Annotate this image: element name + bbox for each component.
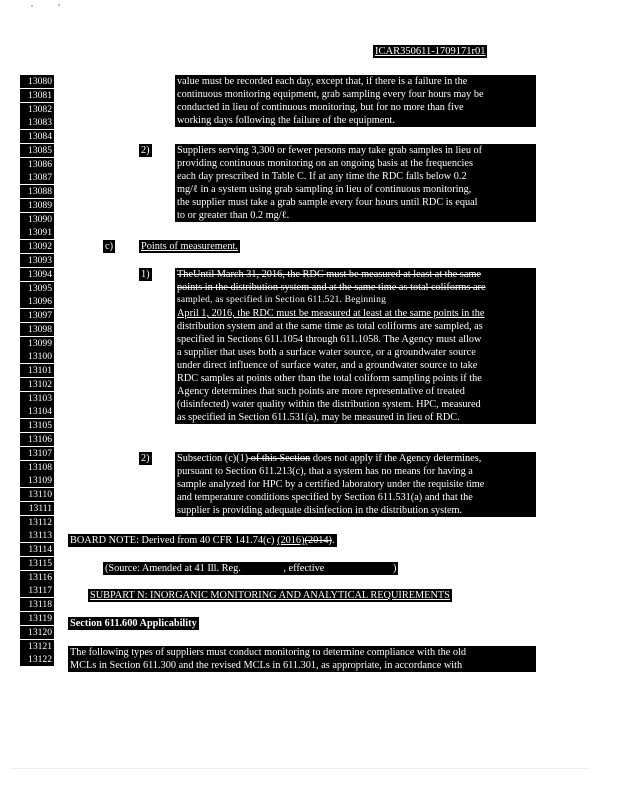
line-number: 13116 [20, 571, 54, 584]
text-line: specified in Sections 611.1054 through 611.1058. The Agency must allow [177, 334, 482, 345]
subpart-title: SUBPART N: INORGANIC MONITORING AND ANALYTICAL REQUIREMENTS [90, 590, 450, 601]
line-number: 13114 [20, 543, 54, 556]
line-number: 13099 [20, 337, 54, 350]
section-c-title: Points of measurement. [141, 241, 238, 252]
line-number: 13115 [20, 557, 54, 570]
text-line: pursuant to Section 611.213(c), that a system has no means for having a [177, 466, 473, 477]
line-number: 13122 [20, 653, 54, 666]
item-c2-paragraph [175, 452, 536, 517]
text-line: The following types of suppliers must conduct monitoring to determine compliance with the old [70, 647, 467, 658]
board-note [68, 534, 337, 547]
struck-text: of this Section [248, 453, 311, 464]
line-number: 13085 [20, 144, 54, 157]
line-number: 13112 [20, 516, 54, 529]
source-note-close: ) [392, 563, 397, 574]
text-line: (disinfected) water quality within the distribution system. HPC, measured [177, 399, 481, 410]
line-number: 13094 [20, 268, 54, 281]
line-number: 13105 [20, 419, 54, 432]
line-number: 13118 [20, 598, 54, 611]
line-number: 13121 [20, 640, 54, 653]
struck-year: (2014) [304, 535, 332, 546]
source-note [103, 562, 398, 575]
item-c2-label: 2) [141, 453, 150, 464]
section-c-label: c) [105, 241, 113, 252]
line-number: 13089 [20, 199, 54, 212]
text-line: to or greater than 0.2 mg/ℓ. [177, 210, 290, 221]
text-line: sample analyzed for HPC by a certified laboratory under the requisite time [177, 479, 485, 490]
text-line: value must be recorded each day, except that, if there is a failure in the [177, 76, 468, 87]
line-number: 13084 [20, 130, 54, 143]
text-line: each day prescribed in Table C. If at any time the RDC falls below 0.2 [177, 171, 467, 182]
text-line [177, 452, 534, 465]
line-number: 13107 [20, 447, 54, 460]
item-2-label: 2) [141, 145, 150, 156]
board-note-period: . [331, 535, 335, 546]
line-number: 13104 [20, 405, 54, 418]
text-line: MCLs in Section 611.300 and the revised MCLs in 611.301, as appropriate, in accordance with [70, 660, 463, 671]
plain-text: Subsection (c)(1) [177, 453, 249, 464]
text-line: working days following the failure of the equipment. [177, 115, 395, 126]
line-number: 13087 [20, 171, 54, 184]
line-number: 13080 [20, 75, 54, 88]
line-number: 13101 [20, 364, 54, 377]
struck-text-line: points in the distribution system and at the same time as total coliforms are [177, 282, 486, 293]
page-bottom-rule [10, 768, 590, 769]
line-number: 13081 [20, 89, 54, 102]
line-number: 13106 [20, 433, 54, 446]
text-line: as specified in Section 611.531(a), may be measured in lieu of RDC. [177, 412, 460, 423]
text-line: and temperature conditions specified by Section 611.531(a) and that the [177, 492, 473, 503]
line-number: 13088 [20, 185, 54, 198]
source-note-text: (Source: Amended at 41 Ill. Reg. [105, 563, 244, 574]
line-number: 13090 [20, 213, 54, 226]
plain-text: does not apply if the Agency determines, [310, 453, 482, 464]
text-line: distribution system and at the same time as total coliforms are sampled, as [177, 321, 483, 332]
line-number: 13082 [20, 103, 54, 116]
text-line: Agency determines that such points are more representative of treated [177, 386, 465, 397]
document-header-code: ICAR350611-1709171r01 [375, 46, 486, 57]
text-line: continuous monitoring equipment, grab sampling every four hours may be [177, 89, 484, 100]
line-number: 13097 [20, 309, 54, 322]
applicability-paragraph [68, 646, 536, 672]
garbled-text-line: sampled, as specified in Section 611.521. Beginning [177, 295, 387, 305]
line-number: 13111 [20, 502, 54, 515]
line-number: 13083 [20, 116, 54, 129]
text-line: RDC samples at points other than the total coliform sampling points if the [177, 373, 482, 384]
text-line: providing continuous monitoring on an ongoing basis at the frequencies [177, 158, 473, 169]
text-line: conducted in lieu of continuous monitoring, but for no more than five [177, 102, 464, 113]
line-number: 13102 [20, 378, 54, 391]
line-number: 13103 [20, 392, 54, 405]
line-number: 13108 [20, 461, 54, 474]
line-number: 13098 [20, 323, 54, 336]
item-c1-label: 1) [141, 269, 150, 280]
line-number: 13100 [20, 350, 54, 363]
line-number: 13119 [20, 612, 54, 625]
line-number: 13120 [20, 626, 54, 639]
line-number: 13096 [20, 295, 54, 308]
text-line: the supplier must take a grab sample every four hours until RDC is equal [177, 197, 478, 208]
line-number: 13117 [20, 584, 54, 597]
board-note-text: BOARD NOTE: Derived from 40 CFR 141.74(c) [70, 535, 278, 546]
line-number: 13110 [20, 488, 54, 501]
scan-speck [58, 4, 60, 6]
line-number: 13095 [20, 282, 54, 295]
line-number: 13086 [20, 158, 54, 171]
item-2-paragraph [175, 144, 536, 222]
line-number: 13113 [20, 529, 54, 542]
scan-speck [31, 5, 33, 7]
line-number: 13091 [20, 226, 54, 239]
text-line: under direct influence of surface water, and a groundwater source to take [177, 360, 478, 371]
line-number: 13092 [20, 240, 54, 253]
line-number: 13109 [20, 474, 54, 487]
text-line: a supplier that uses both a surface water source, or a groundwater source [177, 347, 476, 358]
paragraph-continuation [175, 75, 536, 127]
line-number: 13093 [20, 254, 54, 267]
item-c1-paragraph [175, 268, 536, 424]
text-line: mg/ℓ in a system using grab sampling in lieu of continuous monitoring, [177, 184, 472, 195]
struck-text-line: TheUntil March 31, 2016, the RDC must be measured at least at the same [177, 269, 481, 280]
text-line: Suppliers serving 3,300 or fewer persons may take grab samples in lieu of [177, 145, 483, 156]
inserted-text-line: April 1, 2016, the RDC must be measured at least at the same points in the [177, 308, 485, 319]
inserted-year: (2016) [277, 535, 305, 546]
source-note-effective: , effective [283, 563, 327, 574]
text-line: supplier is providing adequate disinfection in the distribution system. [177, 505, 463, 516]
section-heading: Section 611.600 Applicability [70, 618, 197, 629]
